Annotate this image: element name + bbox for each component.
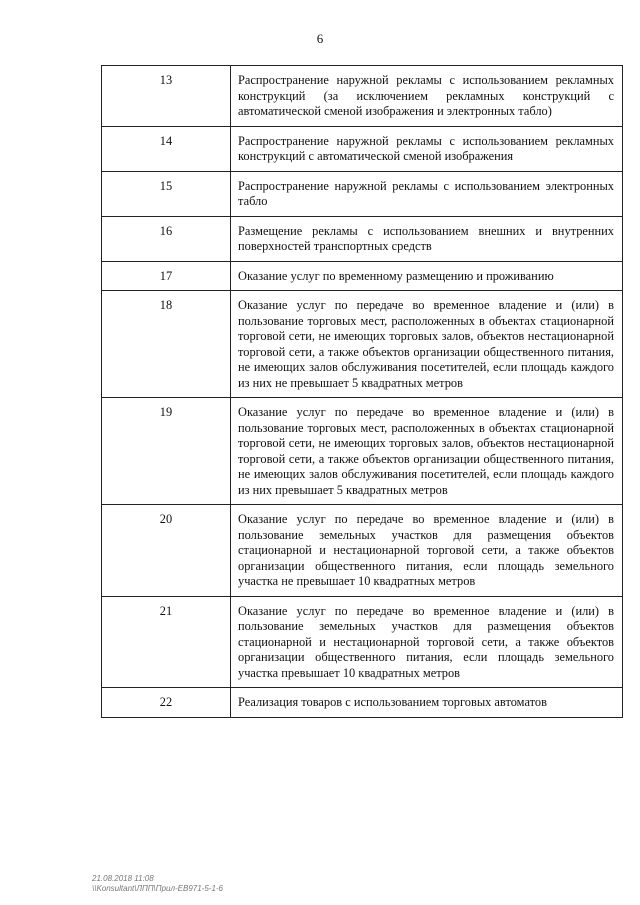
row-number: 19 bbox=[102, 398, 231, 505]
row-number: 15 bbox=[102, 171, 231, 216]
table-row bbox=[102, 596, 623, 688]
row-number: 14 bbox=[102, 126, 231, 171]
row-description: Оказание услуг по временному размещению и проживанию bbox=[231, 261, 623, 291]
row-description: Реализация товаров с использованием торговых автоматов bbox=[231, 688, 623, 718]
document-footer bbox=[92, 874, 223, 894]
row-description: Оказание услуг по передаче во временное владение и (или) в пользование земельных участков для размещения объектов стационарной и нестационарной торговой сети, а также объектов организации общественного питания, если площадь земельного участка превышает 10 квадратных метров bbox=[231, 596, 623, 688]
row-number: 21 bbox=[102, 596, 231, 688]
table-row bbox=[102, 126, 623, 171]
footer-timestamp: 21.08.2018 11:08 bbox=[92, 874, 154, 883]
table-row bbox=[102, 171, 623, 216]
table-row bbox=[102, 66, 623, 127]
table-row bbox=[102, 261, 623, 291]
row-description: Оказание услуг по передаче во временное владение и (или) в пользование торговых мест, расположенных в объектах стационарной торговой сети, не имеющих торговых залов, объектов нестационарной торговой сети, а также объектов организации общественного питания, не имеющих залов обслуживания посетителей, если площадь каждого из них не превышает 5 квадратных метров bbox=[231, 291, 623, 398]
page-number: 6 bbox=[316, 31, 324, 46]
row-description: Оказание услуг по передаче во временное владение и (или) в пользование торговых мест, расположенных в объектах стационарной торговой сети, не имеющих торговых залов, объектов нестационарной торговой сети, а также объектов организации общественного питания, не имеющих залов обслуживания посетителей, если площадь каждого из них превышает 5 квадратных метров bbox=[231, 398, 623, 505]
row-number: 17 bbox=[102, 261, 231, 291]
row-number: 13 bbox=[102, 66, 231, 127]
row-number: 18 bbox=[102, 291, 231, 398]
activity-table bbox=[101, 65, 623, 718]
row-description: Распространение наружной рекламы с использованием электронных табло bbox=[231, 171, 623, 216]
row-description: Распространение наружной рекламы с использованием рекламных конструкций (за исключением рекламных конструкций с автоматической сменой изображения и электронных табло) bbox=[231, 66, 623, 127]
table-row bbox=[102, 291, 623, 398]
row-number: 22 bbox=[102, 688, 231, 718]
row-description: Оказание услуг по передаче во временное владение и (или) в пользование земельных участков для размещения объектов стационарной и нестационарной торговой сети, а также объектов организации общественного питания, если площадь земельного участка не превышает 10 квадратных метров bbox=[231, 505, 623, 597]
row-number: 20 bbox=[102, 505, 231, 597]
table-row bbox=[102, 505, 623, 597]
row-description: Распространение наружной рекламы с использованием рекламных конструкций с автоматической сменой изображения bbox=[231, 126, 623, 171]
row-description: Размещение рекламы с использованием внешних и внутренних поверхностей транспортных средств bbox=[231, 216, 623, 261]
table-row bbox=[102, 398, 623, 505]
table-row bbox=[102, 216, 623, 261]
table-row bbox=[102, 688, 623, 718]
row-number: 16 bbox=[102, 216, 231, 261]
footer-file-path: \\Konsultant\ЛПП\Прил-ЕВ971-5-1-6 bbox=[92, 884, 224, 893]
